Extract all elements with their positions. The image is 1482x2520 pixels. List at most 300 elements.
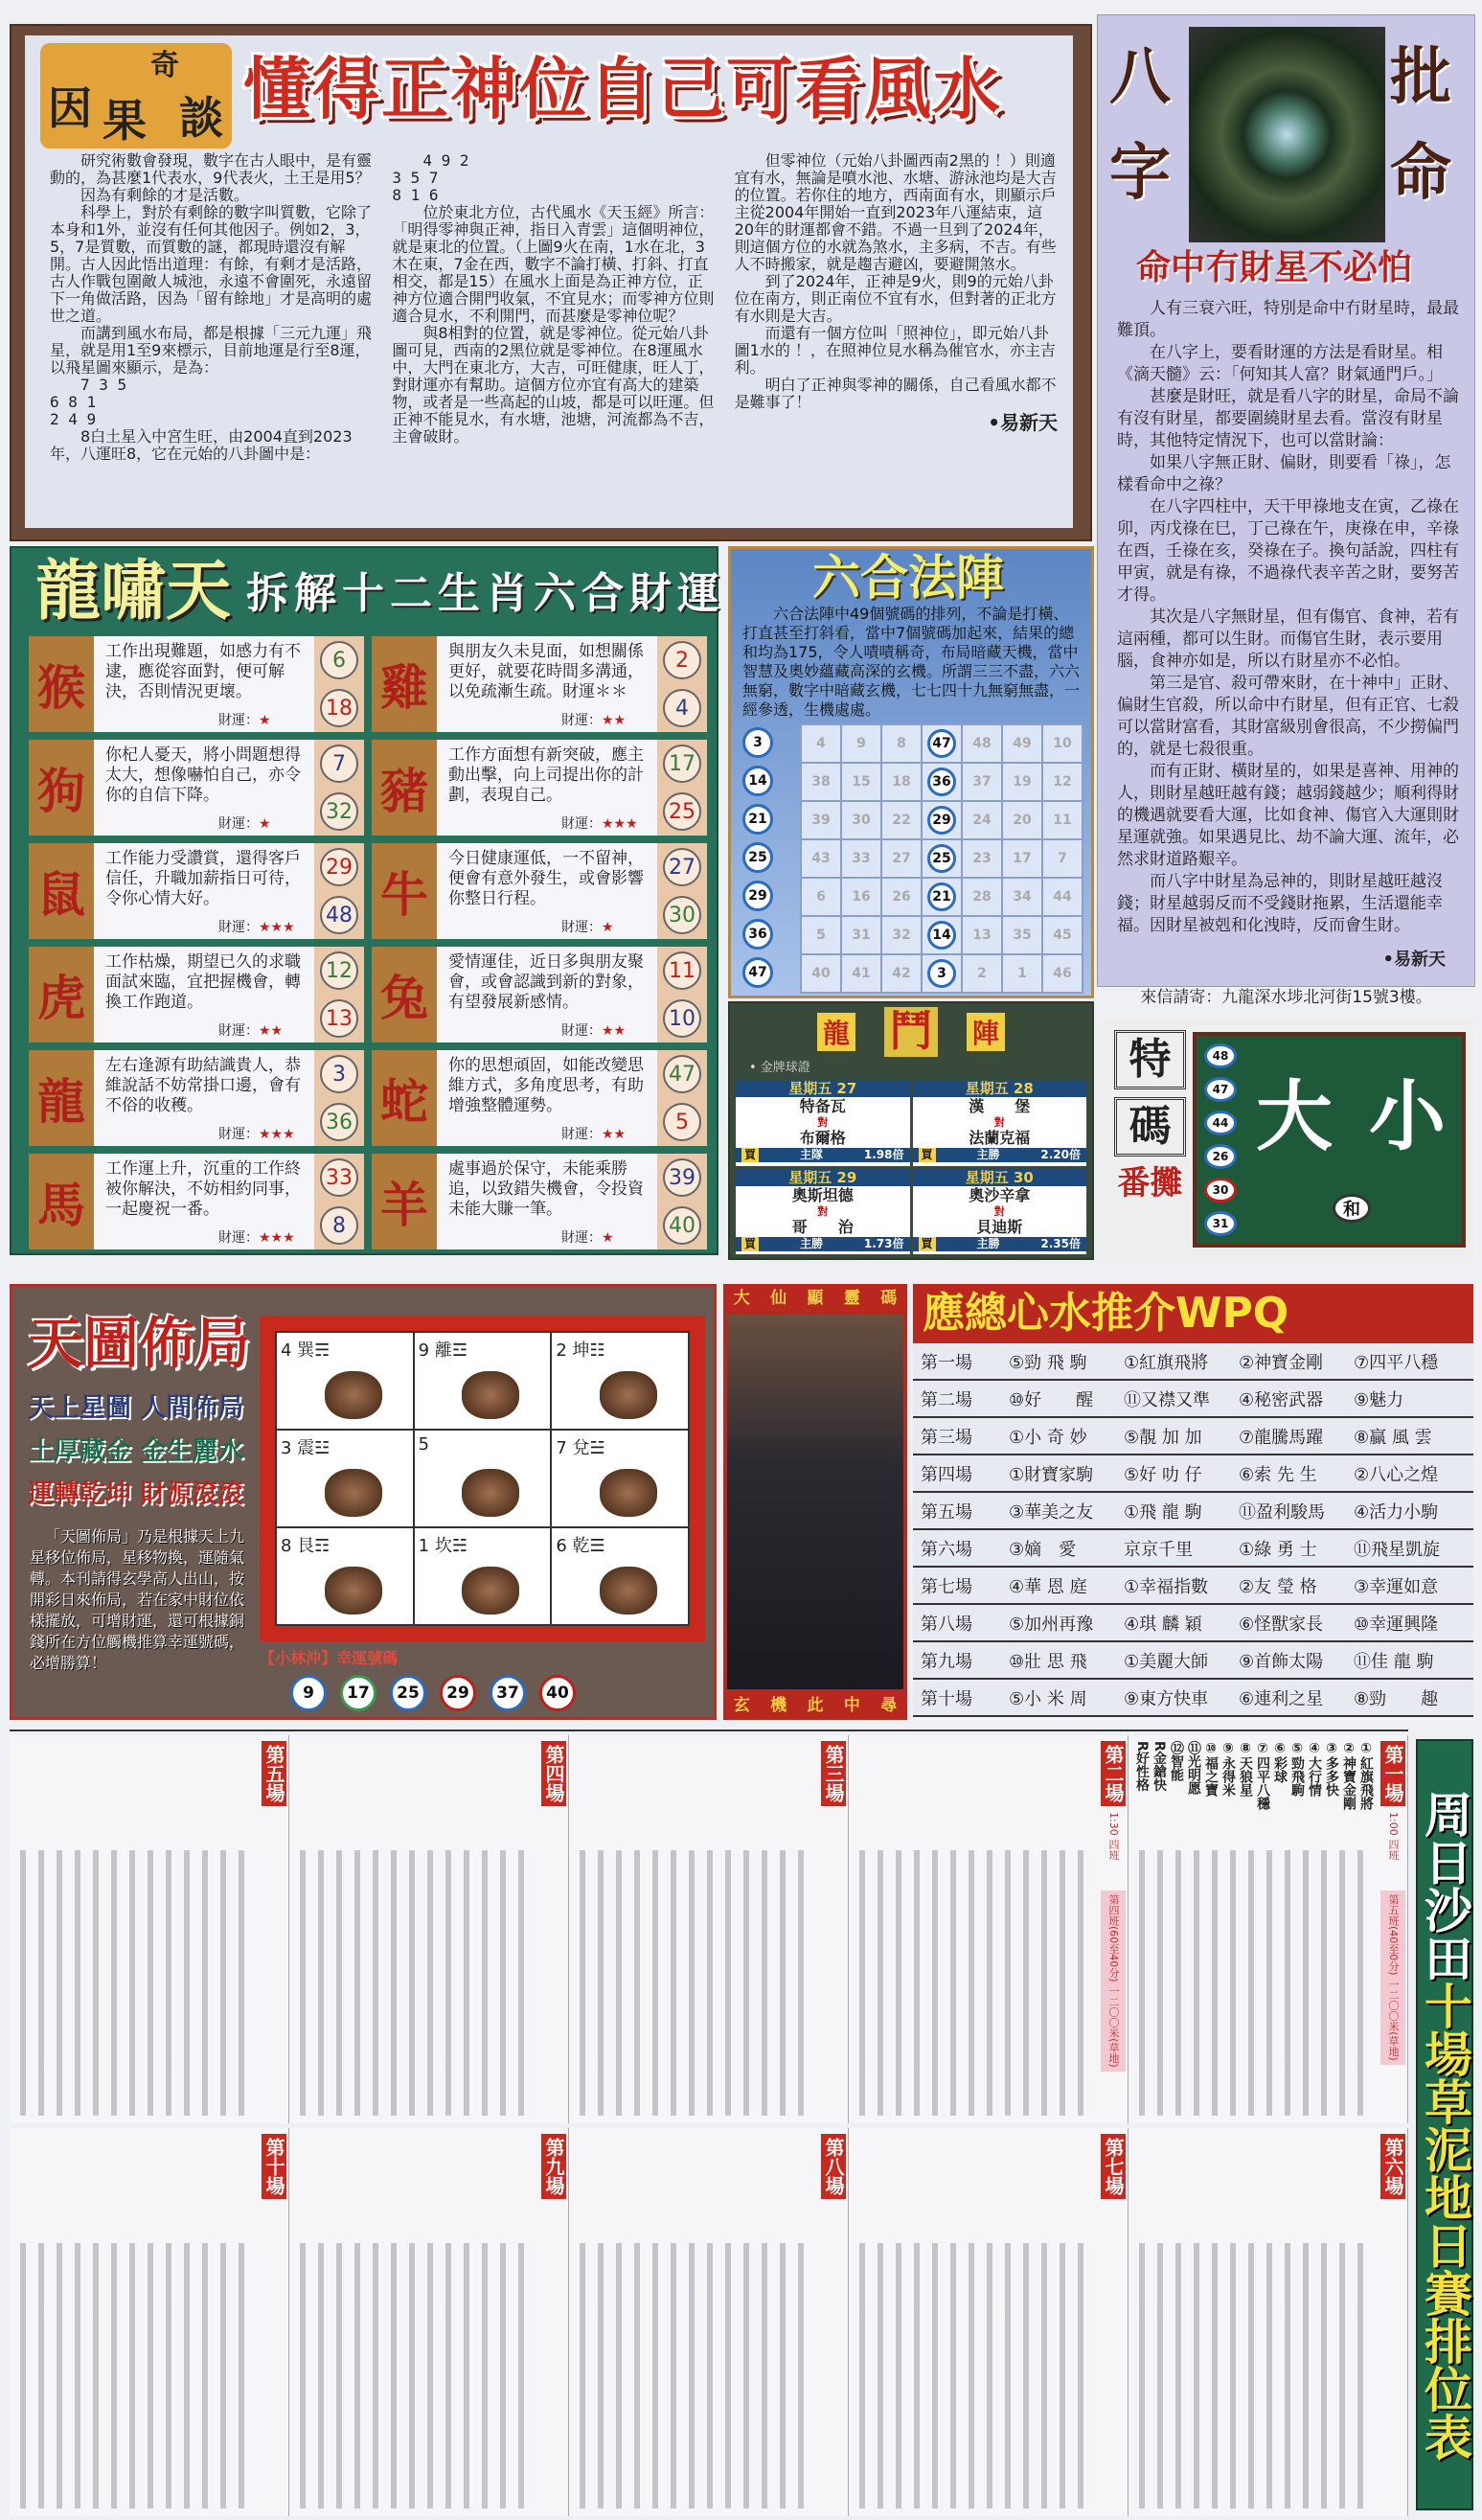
grid-cell (962, 954, 1002, 993)
pick-label: 買 (919, 1237, 936, 1251)
charm-object (325, 1371, 382, 1419)
race-entries (856, 2243, 1095, 2509)
bagua-cell (414, 1332, 552, 1430)
horse-name: ③多多快 (1324, 1741, 1339, 1797)
luck-stars: ★★ (602, 1127, 627, 1142)
lucky-numbers (314, 740, 364, 836)
race-label: 第六場 (1380, 2134, 1405, 2199)
magic-square-title: 六合法陣 (812, 550, 1004, 606)
grid-number: 41 (852, 966, 871, 981)
zodiac-card (372, 843, 707, 939)
wpq-picks (913, 1284, 1473, 1720)
grid-cell (1042, 763, 1083, 801)
race-label: 第七場 (1101, 2134, 1126, 2199)
zodiac-animal: 豬 (372, 740, 437, 836)
number-ball: 44 (1204, 1111, 1237, 1135)
grid-number: 21 (927, 882, 956, 911)
match-tip (913, 1237, 1087, 1251)
grid-cell (1002, 878, 1042, 916)
grid-cell (922, 839, 962, 878)
zodiac-text: 工作運上升，沉重的工作終被你解決，不妨相約同事，一起慶祝一番。 (105, 1159, 301, 1219)
race-entries (1136, 2243, 1375, 2509)
grid-cell (1002, 724, 1042, 763)
wpq-title: 應總心水推介WPQ (913, 1284, 1473, 1343)
horse-pick: ⑦四平八穩 (1354, 1352, 1439, 1373)
luck-stars: ★ (602, 1230, 614, 1246)
grid-number: 39 (811, 813, 831, 828)
lucky-number: 29 (320, 848, 358, 886)
bagua-cell (551, 1527, 689, 1625)
luck-rating (561, 1230, 614, 1247)
grid-number: 12 (1053, 774, 1072, 790)
luck-rating (218, 816, 271, 833)
horse-pick: ⑦龍騰馬躍 (1239, 1427, 1324, 1448)
article-paragraph: 位於東北方位，古代風水《天玉經》所言：「明得零神與正神，指日入青雲」這個明神位，就是東北的位置。（上圖9火在南，1水在北，3木在東，7金在西，數字不論打橫、打斜、打直相交，都是15）在風水上面是為正神方位，正神方位適合開門收氣，不宜見水；而零神方位則適合見水，不利開門，而甚麼是零神位呢？ (392, 203, 715, 325)
horse-pick: ⑤靚 加 加 (1124, 1427, 1202, 1448)
lucky-ball: 17 (340, 1675, 376, 1711)
horse-pick: ②友 瑩 格 (1239, 1576, 1317, 1597)
match-tip (736, 1237, 910, 1251)
horse-pick: ⑧勁 趣 (1354, 1688, 1439, 1709)
luck-label: 財運： (218, 1127, 259, 1142)
grid-cell (962, 801, 1002, 839)
grid-cell (841, 839, 881, 878)
grid-number: 31 (852, 928, 871, 943)
number-ball: 29 (742, 881, 773, 911)
grid-number: 11 (1053, 813, 1072, 828)
grid-number: 38 (811, 774, 831, 790)
grid-number: 24 (972, 813, 992, 828)
race-entries (17, 1850, 256, 2116)
versus-label: 對 (993, 1204, 1005, 1218)
bagua-cell (414, 1430, 552, 1527)
number-ball: 47 (742, 957, 773, 988)
lucky-numbers (657, 843, 707, 939)
grid-cell (881, 916, 922, 954)
home-team: 奧斯坦德 (791, 1185, 854, 1204)
zodiac-text-box (437, 843, 657, 939)
zodiac-section-subtitle: 拆解十二生肖六合財運 (246, 569, 725, 618)
highlight-numbers (742, 727, 773, 988)
grid-number: 18 (892, 774, 911, 790)
luck-rating (218, 1230, 295, 1247)
match-card (736, 1169, 910, 1255)
caption-char: 靈 (843, 1289, 860, 1308)
race-label: 第五場 (262, 1741, 286, 1806)
grid-cell (1002, 801, 1042, 839)
race-number: 第六場 (921, 1539, 972, 1560)
grid-number: 13 (972, 928, 992, 943)
charm-object (325, 1567, 382, 1615)
number-ball: 3 (742, 727, 773, 758)
zodiac-text-box (94, 1154, 314, 1249)
zodiac-text: 與朋友久未見面，如想關係更好，就要花時間多溝通，以免疏漸生疏。財運＊＊ (448, 642, 644, 701)
luck-rating (561, 713, 626, 729)
luck-label: 財運： (561, 816, 602, 832)
luck-rating (218, 920, 295, 936)
zodiac-animal: 羊 (372, 1154, 437, 1249)
grid-cell (841, 878, 881, 916)
caption-char: 尋 (880, 1696, 898, 1715)
race-label: 第十場 (262, 2134, 286, 2199)
zodiac-animal: 鼠 (29, 843, 94, 939)
charm-object (462, 1371, 519, 1419)
zodiac-section-title: 龍嘯天 (35, 554, 232, 630)
magic-square-grid (800, 723, 1083, 994)
lucky-number: 8 (320, 1206, 358, 1245)
zodiac-text: 左右逢源有助結識貴人，恭維說話不妨常掛口邊，會有不俗的收穫。 (105, 1056, 301, 1115)
luck-rating (218, 713, 271, 729)
football-tips-section (728, 1001, 1094, 1260)
special-number-fantan (1097, 1020, 1475, 1260)
horse-pick: ①小 奇 妙 (1009, 1427, 1087, 1448)
number-ball: 30 (1204, 1178, 1237, 1203)
horse-pick: ⑩壯 思 飛 (1009, 1651, 1087, 1672)
tie-label: 和 (1333, 1194, 1371, 1223)
bagua-cell (276, 1527, 414, 1625)
magic-square-section (728, 546, 1094, 998)
lucky-number: 33 (320, 1158, 358, 1197)
lucky-number: 32 (320, 792, 358, 831)
grid-number: 30 (852, 813, 871, 828)
number-ball: 21 (742, 804, 773, 835)
grid-number: 15 (852, 774, 871, 790)
lucky-label: 【小林沖】幸運號碼 (260, 1649, 399, 1667)
horse-pick: ①財寶家駒 (1009, 1464, 1094, 1485)
race-number: 第二場 (921, 1389, 972, 1410)
trigram-label: 8 艮☶ (281, 1536, 331, 1556)
grid-number: 46 (1053, 966, 1072, 981)
horse-name: ⑫智能 (1169, 1741, 1184, 1781)
luck-label: 財運： (218, 816, 259, 832)
race-card-title (1416, 1739, 1473, 2510)
logo-char: 奇 (150, 49, 179, 82)
versus-label: 對 (993, 1116, 1005, 1129)
grid-number: 9 (856, 736, 866, 751)
lucky-ball: 40 (539, 1675, 576, 1711)
race-class: 第四班(60至40分) 一二〇〇米(草地) (1101, 1890, 1126, 2072)
race-number: 第九場 (921, 1651, 972, 1672)
luck-rating (218, 1127, 295, 1143)
zodiac-cards (29, 636, 707, 1249)
horse-pick: ⑤好 叻 仔 (1124, 1464, 1202, 1485)
charm-object (600, 1469, 657, 1517)
caption-char: 仙 (770, 1289, 787, 1308)
race-time: 1:30 四班 (1107, 1812, 1120, 1861)
charm-object (325, 1469, 382, 1517)
race-entries (17, 2243, 256, 2509)
grid-number: 40 (811, 966, 831, 981)
luck-stars: ★ (602, 920, 614, 935)
luopan-compass-image (1189, 27, 1385, 242)
caption-char: 此 (807, 1696, 824, 1715)
lucky-number: 18 (320, 689, 358, 727)
pick-label: 買 (741, 1237, 759, 1251)
horse-pick: ④華 恩 庭 (1009, 1576, 1087, 1597)
grid-cell (962, 916, 1002, 954)
bagua-board (260, 1316, 705, 1641)
charm-object (462, 1469, 519, 1517)
grid-number: 23 (972, 851, 992, 866)
zodiac-card (372, 947, 707, 1042)
lucky-numbers (657, 1154, 707, 1249)
wpq-row (913, 1680, 1473, 1717)
grid-number: 49 (1013, 736, 1032, 751)
lucky-number: 5 (663, 1103, 701, 1141)
lucky-number: 6 (320, 641, 358, 679)
zodiac-animal: 龍 (29, 1050, 94, 1146)
grid-number: 8 (897, 736, 906, 751)
zodiac-text-box (437, 740, 657, 836)
horse-pick: ⑨魅力 (1354, 1389, 1404, 1410)
wpq-row (913, 1642, 1473, 1680)
lucky-numbers (657, 1050, 707, 1146)
odds: 1.98倍 (863, 1148, 904, 1161)
tipster-label: • 金牌球證 (749, 1061, 810, 1075)
luck-label: 財運： (218, 1230, 259, 1246)
zodiac-text: 你的思想頑固，如能改變思維方式，多角度思考，有助增強整體運勢。 (448, 1056, 644, 1115)
sky-layout-section (10, 1284, 717, 1720)
horse-name: R好性格 (1134, 1741, 1150, 1792)
horse-pick: ①飛 龍 駒 (1124, 1501, 1202, 1523)
bagua-cell (276, 1430, 414, 1527)
zodiac-text-box (94, 636, 314, 732)
horse-name: R金鎗快 (1151, 1741, 1167, 1792)
bazi-paragraph: 在八字四柱中，天干甲祿地支在寅，乙祿在卯，丙戊祿在巳，丁己祿在午，庚祿在申，辛祿在酉，壬祿在亥，癸祿在子。換句話說，四柱有甲寅，就是有祿，不過祿代表辛苦之財，要努苦才得。 (1117, 497, 1459, 605)
race-entries (577, 2243, 815, 2509)
horse-pick: ⑨首飾太陽 (1239, 1651, 1324, 1672)
match-date: 星期五 28 (913, 1080, 1087, 1097)
luck-stars: ★★★ (602, 816, 638, 832)
bazi-subtitle: 命中冇財星不必怕 (1136, 248, 1413, 287)
caption-char: 玄 (733, 1696, 750, 1715)
race-number: 第八場 (921, 1614, 972, 1635)
zodiac-animal: 蛇 (372, 1050, 437, 1146)
trigram-label: 9 離☲ (418, 1340, 467, 1361)
grid-cell (881, 724, 922, 763)
magic-square-desc: 六合法陣中49個號碼的排列，不論是打橫、打直甚至打斜看，當中7個號碼加起來，結果的總和均為175，令人嘖嘖稱奇，布局暗藏天機，當中智慧及奧妙蘊藏高深的玄機。所謂三三不盡，六六無窮，數字中暗藏玄機，七七四十九無窮無盡，一經參透，生機處處。 (742, 605, 1081, 719)
lucky-number: 36 (320, 1103, 358, 1141)
lucky-number: 7 (320, 745, 358, 783)
zodiac-animal: 牛 (372, 843, 437, 939)
bazi-paragraph: 而八字中財星為忌神的，則財星越旺越沒錢；財星越弱反而不受錢財拖累，生活還能幸福。因財星被剋和化洩時，反而會生財。 (1117, 872, 1443, 935)
zodiac-text: 處事過於保守，未能乘勝追，以致錯失機會，令投資未能大賺一筆。 (448, 1159, 644, 1219)
race-class: 第五班(40至0分) 一二〇〇米(草地) (1380, 1890, 1405, 2065)
match-date: 星期五 27 (736, 1080, 910, 1097)
article-paragraph: 而講到風水布局，都是根據「三元九運」飛星，就是用1至9來標示，目前地運是行至8運，以飛星圖來顯示，是為： (50, 324, 373, 377)
bazi-paragraph: 其次是八字無財星，但有傷官、食神，若有這兩種，都可以生財。而傷官生財，表示要用腦，食神亦如是，所以冇財星亦不必怕。 (1117, 607, 1459, 671)
lucky-ball: 9 (290, 1675, 327, 1711)
grid-number: 32 (892, 928, 911, 943)
wpq-row (913, 1605, 1473, 1642)
race-label: 第三場 (821, 1741, 846, 1806)
article-author: •易新天 (988, 411, 1058, 434)
zodiac-fortune-section (10, 546, 725, 1255)
horse-pick: ④秘密武器 (1239, 1389, 1324, 1410)
grid-row (801, 916, 1083, 954)
grid-number: 5 (816, 928, 826, 943)
grid-number: 47 (927, 729, 956, 758)
grid-cell (962, 878, 1002, 916)
luck-stars: ★★★ (259, 1230, 295, 1246)
column-logo (40, 43, 232, 149)
article-paragraph: 科學上，對於有剩餘的數字叫質數，它除了本身和1外，並沒有任何其他因子。例如2，3，5，7是質數，而質數的謎，都現時還沒有解開。古人因此悟出道理：有餘，有剩才是活路，古人作戰包圍敵人城池，永遠不會圍死，永遠留下一角做活路，因為「留有餘地」才是高明的處世之道。 (50, 203, 373, 325)
lucky-number: 30 (663, 896, 701, 934)
grid-cell (922, 763, 962, 801)
zodiac-text-box (94, 740, 314, 836)
horse-name: ⑥彩球 (1272, 1741, 1288, 1783)
bagua-cell (276, 1332, 414, 1430)
horse-name: ⑩福之寶 (1203, 1741, 1219, 1797)
grid-number: 29 (927, 806, 956, 835)
lucky-number: 10 (663, 999, 701, 1038)
heading-char: 八 (1109, 42, 1171, 113)
lucky-number: 13 (320, 999, 358, 1038)
luck-stars: ★★★ (259, 1127, 295, 1142)
wpq-row (913, 1343, 1473, 1381)
grid-row (801, 954, 1083, 993)
zodiac-animal: 馬 (29, 1154, 94, 1249)
zodiac-text-box (94, 947, 314, 1042)
temple-top-caption (723, 1284, 907, 1313)
caption-char: 中 (843, 1696, 860, 1715)
grid-number: 6 (816, 889, 826, 905)
zodiac-text: 你杞人憂天，將小問題想得太大，想像嚇怕自己，亦令你的自信下降。 (105, 745, 301, 805)
zodiac-text: 工作能力受讚賞，還得客戶信任，升職加薪指日可待，令你心情大好。 (105, 849, 301, 908)
lucky-number: 12 (320, 951, 358, 990)
article-title: 懂得正神位自己可看風水 (243, 50, 1002, 128)
lucky-ball: 37 (490, 1675, 526, 1711)
lucky-number: 27 (663, 848, 701, 886)
article-paragraph: 研究術數會發現，數字在古人眼中，是有靈動的，為甚麼1代表水，9代表火，土王是用5？ (50, 151, 373, 187)
zodiac-text-box (437, 947, 657, 1042)
grid-number: 34 (1013, 889, 1032, 905)
zodiac-animal: 雞 (372, 636, 437, 732)
small-label: 小 (1369, 1072, 1446, 1161)
title-char: 鬥 (884, 1007, 938, 1057)
charm-object (600, 1371, 657, 1419)
race-entries (297, 1850, 536, 2116)
lucky-number: 40 (663, 1206, 701, 1245)
away-team: 布爾格 (799, 1129, 846, 1147)
horse-pick: ⑤加州再豫 (1009, 1614, 1094, 1635)
horse-pick: ⑪又襟又準 (1124, 1389, 1210, 1410)
horse-pick: ⑩幸運興隆 (1354, 1614, 1439, 1635)
trigram-label: 2 坤☷ (556, 1340, 605, 1361)
grid-number: 2 (977, 966, 987, 981)
race-entries (856, 1850, 1095, 2116)
luck-label: 財運： (561, 1023, 602, 1039)
slogan: 天上星圖 人間佈局 (28, 1393, 244, 1423)
race-card (10, 2128, 289, 2516)
race-entries (297, 2243, 536, 2509)
horse-pick: ⑥連利之星 (1239, 1688, 1324, 1709)
charm-object (600, 1567, 657, 1615)
race-cards (10, 1730, 1408, 2513)
article-paragraph: 而還有一個方位叫「照神位」，即元始八卦圖1水的 ！，在照神位見水稱為催官水，亦主吉利。 (734, 324, 1056, 377)
fantan-board (1193, 1032, 1466, 1248)
lucky-number: 2 (663, 641, 701, 679)
horse-pick: ④活力小駒 (1354, 1501, 1439, 1523)
number-ball: 25 (742, 842, 773, 873)
trigram-label: 6 乾☰ (556, 1536, 605, 1556)
zodiac-card (372, 1154, 707, 1249)
zodiac-text: 工作方面想有新突破，應主動出擊，向上司提出你的計劃，表現自己。 (448, 745, 644, 805)
race-entries (1136, 1850, 1375, 2116)
horse-pick: ⑩好 醒 (1009, 1389, 1094, 1410)
grid-cell (1002, 954, 1042, 993)
bazi-paragraph: 甚麼是財旺，就是看八字的財星，命局不論有沒有財星，都要圍繞財星去看。當沒有財星時，其他特定情況下，也可以當財論： (1117, 387, 1459, 450)
luck-stars: ★★ (602, 713, 627, 728)
horse-pick: 京京千里 (1124, 1539, 1193, 1560)
home-team: 奧沙辛拿 (969, 1185, 1031, 1204)
article-paragraph: 明白了正神與零神的關係，自己看風水都不是難事了！ (734, 376, 1057, 411)
race-number: 第十場 (921, 1688, 972, 1709)
sky-layout-title: 天圖佈局 (28, 1311, 251, 1376)
number-ball: 31 (1204, 1211, 1237, 1236)
zodiac-card (29, 843, 364, 939)
horse-pick: ③幸運如意 (1354, 1576, 1439, 1597)
versus-label: 對 (817, 1116, 829, 1129)
grid-cell (881, 954, 922, 993)
number-ball: 48 (1204, 1043, 1237, 1068)
luck-label: 財運： (561, 920, 602, 935)
pick-label: 買 (741, 1148, 759, 1162)
zodiac-card (29, 947, 364, 1042)
luck-stars: ★ (259, 816, 271, 832)
grid-number: 27 (892, 851, 911, 866)
lucky-number: 4 (663, 689, 701, 727)
horse-pick: ②神寶金剛 (1239, 1352, 1324, 1373)
zodiac-card (372, 740, 707, 836)
horse-pick: ⑪飛星凱旋 (1354, 1539, 1440, 1560)
home-team: 特备瓦 (799, 1097, 846, 1115)
match-card (913, 1169, 1087, 1255)
horse-pick: ⑨東方快車 (1124, 1688, 1209, 1709)
horse-pick: ⑪佳 龍 駒 (1354, 1651, 1434, 1672)
deity-image (727, 1315, 903, 1689)
lucky-numbers (314, 843, 364, 939)
race-number: 第一場 (921, 1352, 972, 1373)
caption-char: 顯 (807, 1289, 824, 1308)
luck-rating (561, 1023, 626, 1040)
number-ball: 26 (1204, 1144, 1237, 1169)
bazi-paragraph: 第三是官、殺可帶來財，在十神中」正財、偏財生官殺，所以命中冇財星，但有正官、七殺可以當財富看，其財富級別會很高，不少撈偏門的，就是七殺很重。 (1117, 674, 1459, 759)
label-char: 碼 (1114, 1097, 1186, 1157)
horse-pick: ⑥怪獸家長 (1239, 1614, 1324, 1635)
grid-number: 28 (972, 889, 992, 905)
bagua-number-grid: 4 9 2 3 5 7 8 1 6 (392, 151, 469, 204)
caption-char: 機 (770, 1696, 787, 1715)
charm-object (462, 1567, 519, 1615)
luck-label: 財運： (561, 1127, 602, 1142)
race-card (10, 1735, 289, 2123)
luck-rating (561, 920, 614, 936)
grid-cell (801, 878, 841, 916)
lucky-ball: 29 (440, 1675, 476, 1711)
logo-char: 談 (179, 92, 223, 144)
race-time: 1:00 四班 (1387, 1812, 1400, 1861)
horse-name: ⑧天狼星 (1238, 1741, 1253, 1797)
grid-number: 43 (811, 851, 831, 866)
lucky-numbers (290, 1675, 576, 1711)
race-label: 第八場 (821, 2134, 846, 2199)
horse-pick: ①美麗大師 (1124, 1651, 1209, 1672)
label-char: 特 (1114, 1030, 1186, 1089)
grid-number: 4 (816, 736, 826, 751)
horse-pick: ⑤小 米 周 (1009, 1688, 1087, 1709)
match-date: 星期五 30 (913, 1169, 1087, 1186)
